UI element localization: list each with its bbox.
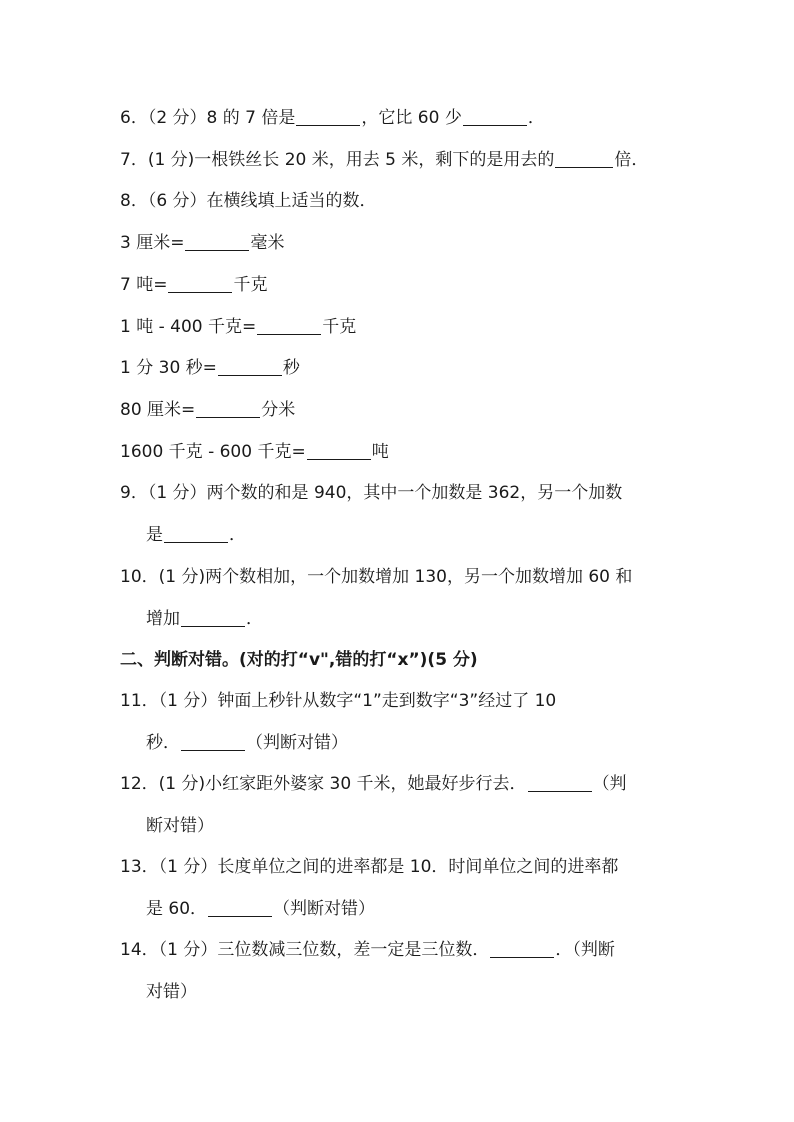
question-12-line2: 断对错） [146,816,214,836]
question-text: 12．(1 分)小红家距外婆家 30 千米，她最好步行去． [120,774,527,794]
answer-blank[interactable] [181,608,245,627]
unit-text: 秒 [282,358,300,378]
unit-text: 千克 [322,317,357,337]
question-14-line1 [120,937,678,963]
question-8-item [120,314,678,340]
question-9-line1: 9．（1 分）两个数的和是 940，其中一个加数是 362，另一个加数 [120,483,623,503]
question-text: 7．(1 分)一根铁丝长 20 米，用去 5 米，剩下的是用去的 [120,150,555,170]
question-6 [120,105,678,131]
question-text: ． [527,108,545,128]
answer-blank[interactable] [168,274,232,293]
question-text: 是 60． [146,899,208,919]
question-text: 是 [146,525,163,545]
question-11-line2 [146,730,678,756]
answer-blank[interactable] [490,939,554,958]
answer-blank[interactable] [296,107,360,126]
question-text: 倍． [614,150,649,170]
section-2-title: 二、判断对错。(对的打“v",错的打“x”)(5 分) [120,650,478,670]
question-8-item [120,397,678,423]
answer-blank[interactable] [208,898,272,917]
question-text: （判断对错） [273,899,376,919]
answer-blank[interactable] [185,232,249,251]
question-7 [120,147,678,173]
unit-text: 吨 [371,442,389,462]
answer-blank[interactable] [257,316,321,335]
question-13-line1: 13．（1 分）长度单位之间的进率都是 10．时间单位之间的进率都 [120,857,619,877]
question-14-line2: 对错） [146,982,197,1002]
question-12-line1 [120,771,678,797]
answer-blank[interactable] [181,732,245,751]
question-text: ，它比 60 少 [361,108,462,128]
question-text: 80 厘米= [120,400,196,420]
answer-blank[interactable] [164,524,228,543]
question-text: ． [246,609,263,629]
question-13-line2 [146,896,678,922]
question-text: 7 吨= [120,275,168,295]
question-8-item [120,355,678,381]
question-9-line2 [146,522,678,548]
question-text: （判断对错） [246,733,348,753]
question-text: （判 [592,774,627,794]
question-text: 6．（2 分）8 的 7 倍是 [120,108,296,128]
question-text: 3 厘米= [120,233,185,253]
question-8-item [120,272,678,298]
question-text: ． [229,525,246,545]
answer-blank[interactable] [463,107,527,126]
unit-text: 分米 [261,400,296,420]
question-text: 秒． [146,733,180,753]
answer-blank[interactable] [218,357,282,376]
question-8-item [120,439,678,465]
question-text: 1600 千克 - 600 千克= [120,442,306,462]
question-text: 14．（1 分）三位数减三位数，差一定是三位数． [120,940,490,960]
unit-text: 千克 [233,275,268,295]
answer-blank[interactable] [555,149,613,168]
question-10-line2 [146,606,678,632]
answer-blank[interactable] [528,773,592,792]
question-text: ．（判断 [555,940,615,960]
question-8-stem: 8．（6 分）在横线填上适当的数． [120,191,377,211]
answer-blank[interactable] [307,441,371,460]
unit-text: 毫米 [250,233,285,253]
question-text: 增加 [146,609,180,629]
answer-blank[interactable] [196,399,260,418]
question-text: 1 分 30 秒= [120,358,217,378]
question-10-line1: 10．(1 分)两个数相加，一个加数增加 130，另一个加数增加 60 和 [120,567,633,587]
question-11-line1: 11．（1 分）钟面上秒针从数字“1”走到数字“3”经过了 10 [120,691,557,711]
question-text: 1 吨 - 400 千克= [120,317,257,337]
question-8-item [120,230,678,256]
